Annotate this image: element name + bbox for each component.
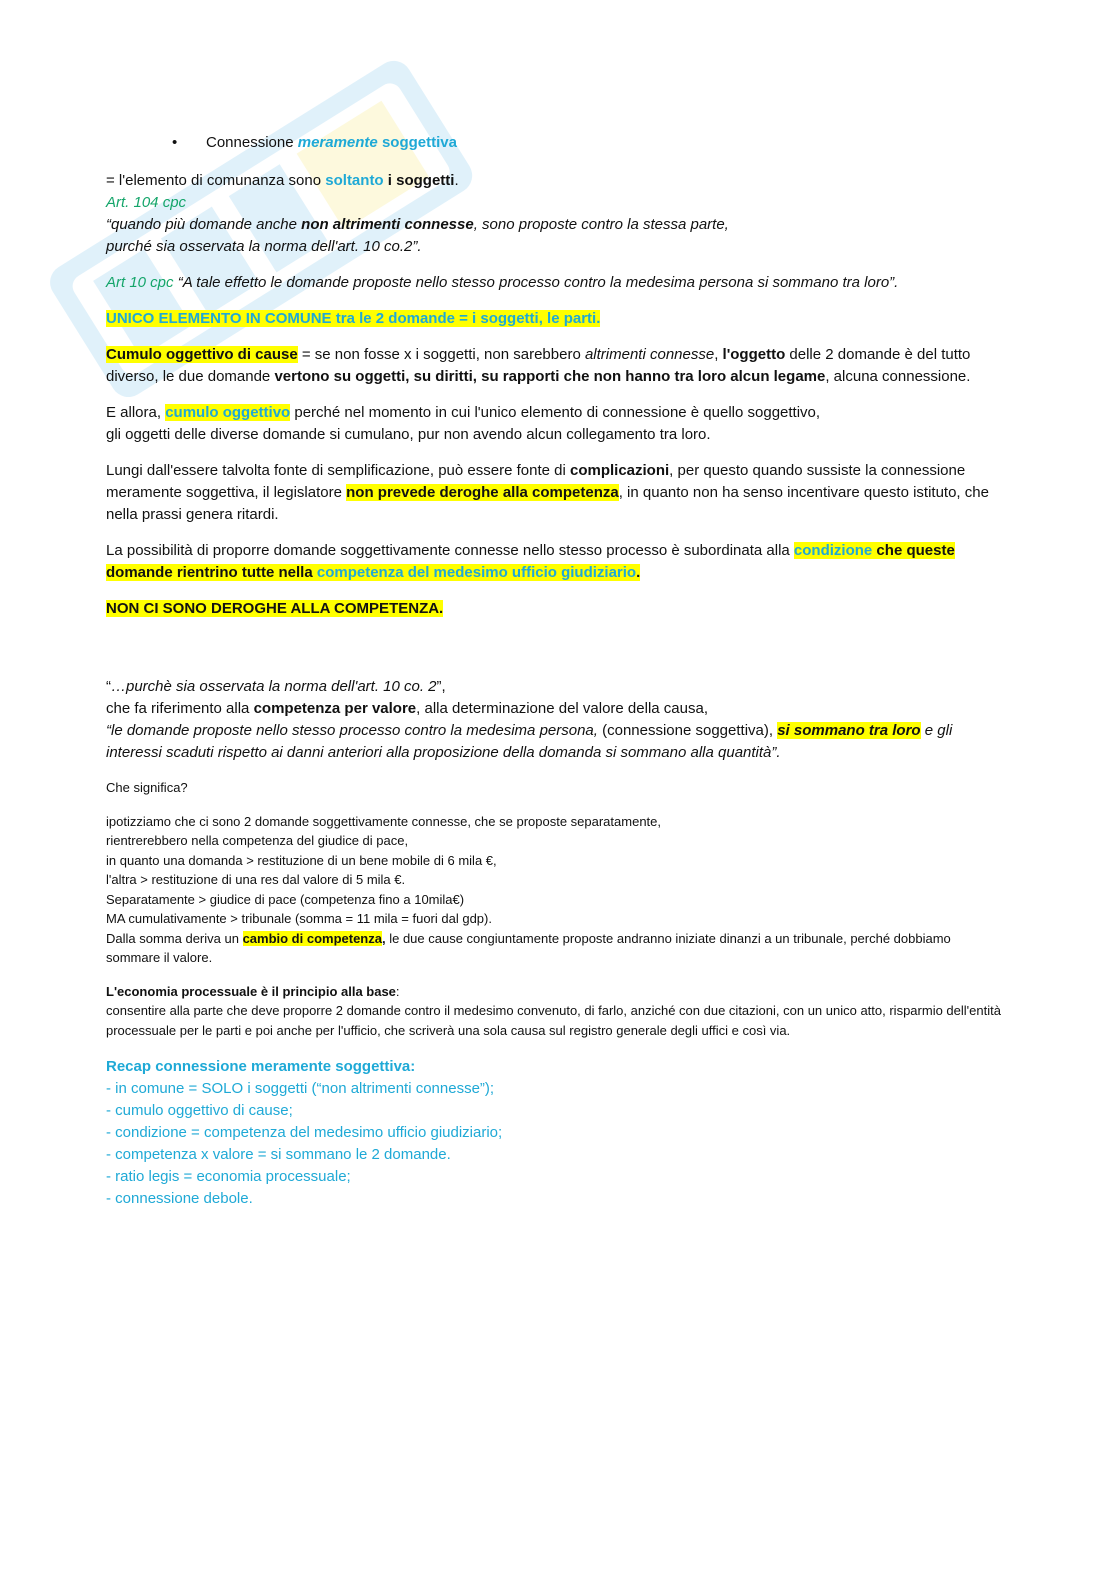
economia-text: consentire alla parte che deve proporre 2 domande contro il medesimo convenuto, di farlo, anziché con due citazioni, con un unico atto, risparmio dell'entità processuale per le parti e poi anche per l'ufficio, che scriverà una sola causa sul registro generale degli uffici e così via. <box>106 1003 1001 1038</box>
definition-paragraph: = l'elemento di comunanza sono soltanto i soggetti. <box>106 172 459 189</box>
ipotesi-line: ipotizziamo che ci sono 2 domande soggettivamente connesse, che se proposte separatamente, <box>106 813 662 829</box>
no-deroghe-heading: NON CI SONO DEROGHE ALLA COMPETENZA. <box>106 600 444 617</box>
ipotizziamo-block <box>106 812 1006 968</box>
recap-title: Recap connessione meramente soggettiva: <box>106 1058 416 1075</box>
ipotesi-line: Separatamente > giudice di pace (competenza fino a 10mila€) <box>106 891 465 907</box>
art104-reference: Art. 104 cpc <box>106 194 187 211</box>
recap-item: - cumulo oggettivo di cause; <box>106 1102 293 1119</box>
lungi-paragraph: Lungi dall'essere talvolta fonte di semplificazione, può essere fonte di complicazioni, per questo quando sussiste la connessione meramente soggettiva, il legislatore non prevede deroghe alla competenza, in quanto non ha senso incentivare questo istituto, che nella prassi genera ritardi. <box>106 462 989 523</box>
recap-block <box>106 1056 1006 1210</box>
purche-paragraph: “…purchè sia osservata la norma dell'art. 10 co. 2”, che fa riferimento alla competenza per valore, alla determinazione del valore della causa, “le domande proposte nello stesso processo contro la medesima persona, (connessione soggettiva), si sommano tra loro e gli interessi scaduti rispetto ai danni anteriori alla proposizione della domanda si sommano alla quantità”. <box>106 678 953 761</box>
bullet-connessione: • Connessione meramente soggettiva <box>106 132 1006 154</box>
ipotesi-line: MA cumulativamente > tribunale (somma = 11 mila = fuori dal gdp). <box>106 911 492 926</box>
bullet-marker: • <box>172 134 178 151</box>
recap-item: - in comune = SOLO i soggetti (“non altrimenti connesse”); <box>106 1080 495 1097</box>
ipotesi-line: in quanto una domanda > restituzione di un bene mobile di 6 mila €, <box>106 852 497 868</box>
recap-item: - competenza x valore = si sommano le 2 domande. <box>106 1146 451 1163</box>
ipotesi-line: l'altra > restituzione di una res dal valore di 5 mila €. <box>106 872 406 887</box>
cumulo-paragraph: Cumulo oggettivo di cause = se non fosse x i soggetti, non sarebbero altrimenti connesse, l'oggetto delle 2 domande è del tutto diverso, le due domande vertono su oggetti, su diritti, su rapporti che non hanno tra loro alcun legame, alcuna connessione. <box>106 346 971 385</box>
economia-block <box>106 982 1006 1041</box>
che-significa: Che significa? <box>106 780 188 795</box>
art104-quote-line2: purché sia osservata la norma dell'art. 10 co.2”. <box>106 238 422 255</box>
recap-item: - ratio legis = economia processuale; <box>106 1168 351 1185</box>
ipotesi-line: rientrerebbero nella competenza del giudice di pace, <box>106 833 409 848</box>
possibilita-paragraph: La possibilità di proporre domande soggettivamente connesse nello stesso processo è subordinata alla condizione che queste domande rientrino tutte nella competenza del medesimo ufficio giudiziario. <box>106 542 955 581</box>
ipotesi-conclusion: Dalla somma deriva un cambio di competenza, le due cause congiuntamente proposte andranno iniziate dinanzi a un tribunale, perché dobbiamo sommare il valore. <box>106 930 951 965</box>
unico-elemento-paragraph: UNICO ELEMENTO IN COMUNE tra le 2 domande = i soggetti, le parti. <box>106 310 601 327</box>
art10-paragraph: Art 10 cpc “A tale effetto le domande proposte nello stesso processo contro la medesima persona si sommano tra loro”. <box>106 274 899 291</box>
recap-item: - connessione debole. <box>106 1190 253 1207</box>
e-allora-paragraph: E allora, cumulo oggettivo perché nel momento in cui l'unico elemento di connessione è quello soggettivo, gli oggetti delle diverse domande si cumulano, pur non avendo alcun collegamento tra loro. <box>106 404 821 443</box>
economia-title: L'economia processuale è il principio alla base: <box>106 983 400 999</box>
recap-item: - condizione = competenza del medesimo ufficio giudiziario; <box>106 1124 503 1141</box>
document-page <box>106 132 1006 1210</box>
art104-quote-line1: “quando più domande anche non altrimenti connesse, sono proposte contro la stessa parte, <box>106 216 729 233</box>
